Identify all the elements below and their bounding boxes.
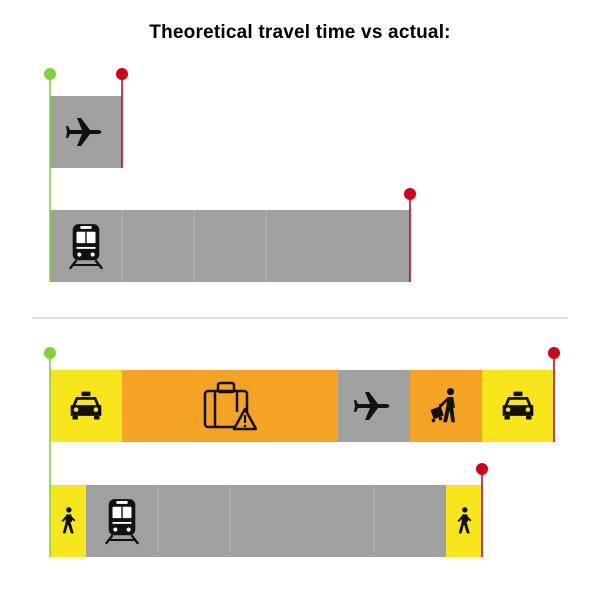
- segment-grey: [266, 210, 410, 282]
- row-theoretical-plane: [50, 68, 128, 168]
- section-actual: [44, 347, 560, 557]
- end-marker-dot: [404, 188, 416, 200]
- row-actual-plane: [50, 347, 560, 442]
- segment-grey: [194, 210, 266, 282]
- diagram-title: Theoretical travel time vs actual:: [149, 22, 451, 43]
- section-theoretical: [44, 68, 416, 282]
- end-marker-dot: [548, 347, 560, 359]
- segment-grey: [158, 485, 230, 557]
- segment-orange: [266, 370, 338, 442]
- segment-grey: [122, 210, 194, 282]
- end-marker-dot: [116, 68, 128, 80]
- start-marker-dot: [44, 68, 56, 80]
- segment-grey: [230, 485, 374, 557]
- segment-grey: [374, 485, 446, 557]
- segment-orange: [410, 370, 482, 442]
- row-actual-train: [50, 463, 488, 557]
- end-marker-dot: [476, 463, 488, 475]
- start-marker-dot: [44, 347, 56, 359]
- row-theoretical-train: [50, 188, 416, 282]
- segment-orange: [122, 370, 194, 442]
